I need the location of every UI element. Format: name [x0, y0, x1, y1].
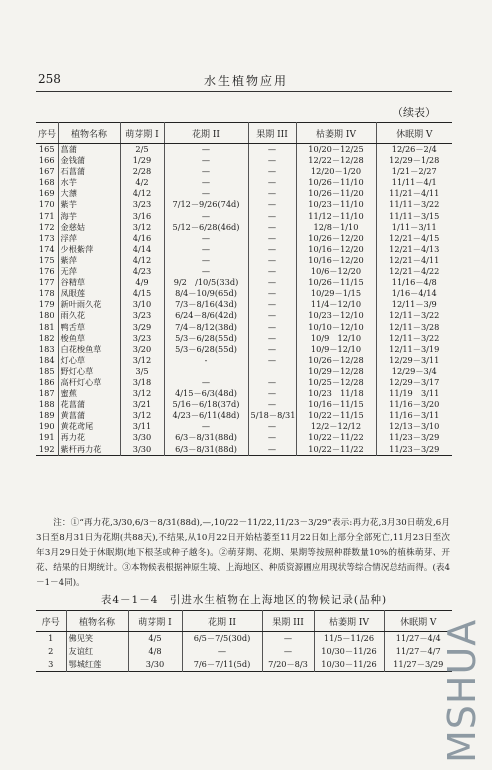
table-cell: — — [248, 222, 296, 233]
table-cell: 11/27－4/4 — [395, 633, 441, 643]
table-cell: 4/23－6/11(48d) — [164, 410, 248, 421]
table-cell: 10/29－1/15 — [296, 288, 376, 299]
table-cell: 2/5 — [120, 144, 164, 156]
table-row — [36, 658, 452, 672]
table-cell: 无萍 — [58, 266, 120, 277]
table-cell: 10/10－12/10 — [296, 322, 376, 333]
column-header: 序号 — [36, 611, 66, 632]
table-cell: 4/5 — [128, 632, 182, 646]
table-cell: 2 — [36, 645, 66, 658]
table-cell: 白花梭鱼草 — [58, 344, 120, 355]
table-cell: 大薸 — [58, 188, 120, 199]
table-cell: 11/16－3/20 — [389, 399, 440, 410]
table-row — [36, 366, 452, 377]
table-cell: — — [248, 310, 296, 321]
table-cell: 11/16－4/8 — [391, 277, 437, 288]
table-cell: 10/23－12/10 — [296, 310, 376, 321]
table-cell: 再力花 — [58, 432, 120, 443]
table-cell: 3/12 — [120, 388, 164, 399]
table-cell: 少根紫萍 — [58, 244, 120, 255]
table-cell: 梭鱼草 — [58, 333, 120, 344]
table-cell: 雨久花 — [58, 310, 120, 321]
column-header: 休眠期 V — [376, 123, 452, 144]
table-cell: 191 — [36, 432, 58, 443]
table-cell: 172 — [36, 222, 58, 233]
table-cell: 4/15－6/3(48d) — [164, 388, 248, 399]
table-cell: — — [248, 266, 296, 277]
table-cell: 12/29－3/17 — [389, 376, 440, 387]
table-cell: 3/12 — [120, 410, 164, 421]
table-cell: 金慈姑 — [58, 222, 120, 233]
table-cell: 3/30 — [120, 432, 164, 443]
column-header: 萌芽期 I — [120, 123, 164, 144]
table-cell: 170 — [36, 199, 58, 210]
table-cell: 5/3－6/28(55d) — [164, 344, 248, 355]
table-cell: — — [164, 266, 248, 277]
page-number: 258 — [38, 72, 61, 86]
table-cell: — — [248, 377, 296, 388]
introduced-plants-table — [36, 610, 452, 672]
table-row — [36, 421, 452, 432]
table-row — [36, 310, 452, 321]
table-cell: 3/23 — [120, 333, 164, 344]
column-header: 果期 III — [248, 123, 296, 144]
table-cell: 8/4－10/9(65d) — [164, 288, 248, 299]
table-cell: 12/20－1/20 — [296, 166, 376, 177]
table-cell: 3/16 — [120, 211, 164, 222]
table-cell: 12/2－12/12 — [296, 421, 376, 432]
table-cell: — — [164, 377, 248, 388]
table-cell: — — [248, 188, 296, 199]
table-row — [36, 211, 452, 222]
table-cell: — — [248, 355, 296, 366]
table-cell: — — [248, 299, 296, 310]
table-cell: — — [248, 388, 296, 399]
table-cell: 鄂城红莲 — [66, 658, 128, 672]
table-cell: 178 — [36, 288, 58, 299]
table-cell: 10/26－11/10 — [296, 177, 376, 188]
table-cell: 11/11－4/1 — [391, 177, 437, 188]
table-cell: 12/11－3/22 — [389, 332, 440, 343]
table-cell: 11/21－4/11 — [389, 188, 440, 199]
table-cell: 蜜蕉 — [58, 388, 120, 399]
table-cell: 1/11－3/11 — [391, 221, 437, 232]
table-cell: 183 — [36, 344, 58, 355]
table-cell: 12/26－2/4 — [391, 144, 437, 154]
table-cell: 11/27－4/7 — [395, 646, 441, 656]
table-cell: 12/8－1/10 — [296, 222, 376, 233]
table-cell: 浮萍 — [58, 233, 120, 244]
table-cell: 3/18 — [120, 377, 164, 388]
table-cell: 1/21－2/27 — [391, 166, 437, 177]
table-row — [36, 144, 452, 156]
table-cell: 3/10 — [120, 299, 164, 310]
table-cell: 176 — [36, 266, 58, 277]
table-cell: — — [248, 244, 296, 255]
table-cell: 4/23 — [120, 266, 164, 277]
table-cell: — — [164, 233, 248, 244]
table-cell: 192 — [36, 444, 58, 456]
table-cell: 10/26－12/28 — [296, 355, 376, 366]
table-cell: 10/29－12/28 — [296, 366, 376, 377]
table-cell: 167 — [36, 166, 58, 177]
table-cell: 12/11－3/28 — [389, 321, 440, 332]
table-cell: 友谊红 — [66, 645, 128, 658]
table-row — [36, 277, 452, 288]
table-row — [36, 244, 452, 255]
table-cell: 10/22－11/22 — [296, 432, 376, 443]
table-cell: 11/4－12/10 — [296, 299, 376, 310]
table-cell: 黄花鸢尾 — [58, 421, 120, 432]
table-cell: 181 — [36, 322, 58, 333]
table-cell: — — [248, 421, 296, 432]
table-cell: 11/19 3/11 — [389, 388, 440, 399]
table-cell: 7/3－8/16(43d) — [164, 299, 248, 310]
table-cell: 189 — [36, 410, 58, 421]
table-row — [36, 632, 452, 646]
table-cell: 11/23－3/29 — [389, 432, 440, 443]
table-cell: 谷精草 — [58, 277, 120, 288]
table-row — [36, 388, 452, 399]
table-cell: — — [164, 177, 248, 188]
table-cell: 10/22－11/22 — [296, 444, 376, 456]
table-cell: 12/21－4/11 — [389, 254, 440, 265]
table-cell: 10/6－12/20 — [296, 266, 376, 277]
table-cell: 4/9 — [120, 277, 164, 288]
table-cell: 高杆灯心草 — [58, 377, 120, 388]
table-cell: 190 — [36, 421, 58, 432]
table-cell: 12/11－3/9 — [391, 299, 437, 310]
table-header-row — [36, 611, 452, 632]
table-cell: 10/25－12/28 — [296, 377, 376, 388]
table-cell: 佛见笑 — [66, 632, 128, 646]
table-cell: 紫杆再力花 — [58, 444, 120, 456]
table-cell: — — [262, 645, 314, 658]
table-cell: 1 — [36, 632, 66, 646]
table-note: 注：①“再力花,3/30,6/3－8/31(88d),—,10/22－11/22,11/23－3/29”表示:再力花,3月30日萌发,6月3日至8月31日为花期(共88天),不结果,从10月22日开始枯萎至11月22日如上部分全部死亡,11月23日至次年3月29日处于休眠期(地下根茎或种子越冬)。②萌芽期、花期、果期等按照种群数量10%的植株萌芽、开花、结果的日期统计。③本物候表根据神原生境、上海地区、种质资源圃应用现状等综合情况总结而得。(表4－1－4同)。 — [36, 518, 450, 588]
table-cell: 11/11－3/22 — [389, 199, 440, 210]
table-cell: 3/29 — [120, 322, 164, 333]
table-cell: 4/14 — [120, 244, 164, 255]
table-cell: 12/29－3/4 — [391, 365, 437, 376]
table-cell: 12/13－3/10 — [389, 421, 440, 432]
table-cell: 185 — [36, 366, 58, 377]
table-cell: 166 — [36, 155, 58, 166]
table-body — [36, 144, 452, 456]
table-row — [36, 222, 452, 233]
table-cell: 12/29－3/11 — [389, 354, 440, 365]
table-cell: 12/21－4/15 — [389, 232, 440, 243]
table-cell: 5/16－6/18(37d) — [164, 399, 248, 410]
table-cell: — — [248, 166, 296, 177]
table-row — [36, 410, 452, 421]
table-cell: 3/30 — [128, 658, 182, 672]
table-cell: — — [248, 155, 296, 166]
table-cell: 10/16－12/20 — [296, 255, 376, 266]
continued-label: （续表） — [392, 106, 436, 119]
table-row — [36, 432, 452, 443]
table-cell: 3/12 — [120, 355, 164, 366]
table-cell: 10/26－12/20 — [296, 233, 376, 244]
column-header: 植物名称 — [58, 123, 120, 144]
table-cell: 168 — [36, 177, 58, 188]
table-row — [36, 322, 452, 333]
table-row — [36, 288, 452, 299]
table-cell: 4/12 — [120, 188, 164, 199]
table-row — [36, 377, 452, 388]
column-header: 植物名称 — [66, 611, 128, 632]
table-cell: — — [248, 255, 296, 266]
table-cell: 3 — [36, 658, 66, 672]
table-cell: 1/29 — [120, 155, 164, 166]
table-cell: 水芋 — [58, 177, 120, 188]
table-cell: 紫萍 — [58, 255, 120, 266]
table-cell: 10/26－11/20 — [296, 188, 376, 199]
table-cell: 10/22－11/15 — [296, 410, 376, 421]
table-cell: 12/11－3/19 — [389, 343, 440, 354]
table-cell: 4/12 — [120, 255, 164, 266]
table-row — [36, 155, 452, 166]
table-header-row — [36, 123, 452, 144]
table-cell: 10/20－12/25 — [296, 144, 376, 156]
table-cell: 171 — [36, 211, 58, 222]
table-cell: 11/11－3/15 — [389, 210, 440, 221]
table-row — [36, 355, 452, 366]
watermark: MSHUA — [440, 618, 484, 763]
table-cell: 3/20 — [120, 344, 164, 355]
column-header: 休眠期 V — [384, 611, 452, 632]
table-cell: — — [248, 177, 296, 188]
table-cell: 6/3－8/31(88d) — [164, 444, 248, 456]
table-row — [36, 255, 452, 266]
table-cell — [248, 366, 296, 377]
table-row — [36, 188, 452, 199]
table-cell: — — [248, 399, 296, 410]
table-row — [36, 299, 452, 310]
table-cell: — — [248, 432, 296, 443]
table-cell: 5/18－8/31 — [248, 410, 296, 421]
table-cell: 7/6－7/11(5d) — [182, 658, 262, 672]
table-cell: 184 — [36, 355, 58, 366]
table-cell: — — [164, 211, 248, 222]
table-cell: 3/21 — [120, 399, 164, 410]
column-header: 序号 — [36, 123, 58, 144]
phenology-table — [36, 122, 452, 456]
table-row — [36, 177, 452, 188]
table-cell: — — [164, 188, 248, 199]
table-cell: 凤眼莲 — [58, 288, 120, 299]
table-cell: 6/24－8/6(42d) — [164, 310, 248, 321]
table-cell: 187 — [36, 388, 58, 399]
table-cell: 4/2 — [120, 177, 164, 188]
table-cell: — — [248, 211, 296, 222]
column-header: 花期 II — [182, 611, 262, 632]
table-body — [36, 632, 452, 672]
table-cell: 7/20－8/3 — [262, 658, 314, 672]
table-cell: 7/4－8/12(38d) — [164, 322, 248, 333]
table-cell: — — [164, 421, 248, 432]
table-cell: 10/16－12/20 — [296, 244, 376, 255]
table-cell: 10/30－11/26 — [314, 658, 384, 672]
table-cell: 紫芋 — [58, 199, 120, 210]
table-cell: — — [164, 255, 248, 266]
table-cell: — — [248, 444, 296, 456]
table-row — [36, 199, 452, 210]
table-cell: — — [248, 144, 296, 156]
table-cell: 173 — [36, 233, 58, 244]
table-cell: 11/16－3/11 — [389, 410, 440, 421]
table-cell: — — [164, 244, 248, 255]
table-cell: 3/30 — [120, 444, 164, 456]
table-cell: 花菖蒲 — [58, 399, 120, 410]
table-cell: 174 — [36, 244, 58, 255]
table-cell: 6/5－7/5(30d) — [182, 632, 262, 646]
table-cell: 10/9－12/10 — [296, 344, 376, 355]
table-cell: 4/15 — [120, 288, 164, 299]
table-row — [36, 399, 452, 410]
table-cell: 11/5－11/26 — [314, 632, 384, 646]
table-cell: 石菖蒲 — [58, 166, 120, 177]
table-cell: — — [262, 632, 314, 646]
table2-title: 表4－1－4 引进水生植物在上海地区的物候记录(品种) — [100, 594, 388, 606]
table-cell: 179 — [36, 299, 58, 310]
table-cell: 6/3－8/31(88d) — [164, 432, 248, 443]
table-cell: — — [248, 344, 296, 355]
table-cell: 9/2 /10/5(33d) — [164, 277, 248, 288]
table-cell: — — [248, 288, 296, 299]
table-cell: 12/21－4/22 — [389, 266, 440, 277]
table-cell: 5/12－6/28(46d) — [164, 222, 248, 233]
table-cell: 2/28 — [120, 166, 164, 177]
table-cell: 188 — [36, 399, 58, 410]
table-cell: 灯心草 — [58, 355, 120, 366]
table-cell: — — [248, 322, 296, 333]
column-header: 萌芽期 I — [128, 611, 182, 632]
table-row — [36, 344, 452, 355]
table-row — [36, 166, 452, 177]
table-cell: 5/3－6/28(55d) — [164, 333, 248, 344]
table-row — [36, 645, 452, 658]
table-cell: 金钱蒲 — [58, 155, 120, 166]
table-cell: — — [248, 277, 296, 288]
table-cell: 10/23 11/18 — [296, 388, 376, 399]
table-cell: 3/11 — [120, 421, 164, 432]
table-cell: 11/23－3/29 — [389, 443, 440, 454]
table-cell: - — [164, 355, 248, 366]
table-row — [36, 233, 452, 244]
table-cell: 新叶雨久花 — [58, 299, 120, 310]
table-cell: 黄菖蒲 — [58, 410, 120, 421]
table-row — [36, 333, 452, 344]
table-cell — [164, 366, 248, 377]
table-cell: 野灯心草 — [58, 366, 120, 377]
table-cell: 1/16－4/14 — [391, 288, 437, 299]
table-cell: — — [248, 199, 296, 210]
table-cell: 10/9 12/10 — [296, 333, 376, 344]
table-cell: — — [164, 144, 248, 156]
table-cell: 186 — [36, 377, 58, 388]
table-cell: 12/21－4/13 — [389, 243, 440, 254]
table-cell: 3/23 — [120, 310, 164, 321]
table-cell: 3/23 — [120, 199, 164, 210]
table-cell: 10/23－11/10 — [296, 199, 376, 210]
column-header: 果期 III — [262, 611, 314, 632]
table-cell: — — [248, 233, 296, 244]
table-cell: 12/29－1/28 — [389, 155, 440, 166]
table-cell: 169 — [36, 188, 58, 199]
table-cell: 10/16－11/15 — [296, 399, 376, 410]
table-cell: 4/16 — [120, 233, 164, 244]
table-cell: 175 — [36, 255, 58, 266]
table-cell: — — [182, 645, 262, 658]
column-header: 花期 II — [164, 123, 248, 144]
table-cell: — — [248, 333, 296, 344]
table-cell: 165 — [36, 144, 58, 156]
table-cell: 4/8 — [128, 645, 182, 658]
table-cell: 菖蒲 — [58, 144, 120, 156]
table-cell: 180 — [36, 310, 58, 321]
table-cell: 177 — [36, 277, 58, 288]
column-header: 枯萎期 IV — [314, 611, 384, 632]
table-cell: 3/5 — [120, 366, 164, 377]
table-cell: 12/22－12/28 — [296, 155, 376, 166]
table-cell: 鸭舌草 — [58, 322, 120, 333]
table-cell: 12/11－3/22 — [389, 310, 440, 321]
running-head: 水生植物应用 — [203, 74, 288, 88]
table-cell: — — [164, 155, 248, 166]
header-rule — [36, 91, 452, 92]
table-row — [36, 444, 452, 456]
table-cell: 海芋 — [58, 211, 120, 222]
column-header: 枯萎期 IV — [296, 123, 376, 144]
table-cell: 7/12－9/26(74d) — [164, 199, 248, 210]
table-row — [36, 266, 452, 277]
table-cell: 11/12－11/10 — [296, 211, 376, 222]
table-cell: — — [164, 166, 248, 177]
table-cell: 182 — [36, 333, 58, 344]
table-cell: 3/12 — [120, 222, 164, 233]
table-cell: 11/27－3/29 — [393, 659, 444, 669]
table-cell: 10/30－11/26 — [314, 645, 384, 658]
table-cell: 10/26－11/15 — [296, 277, 376, 288]
